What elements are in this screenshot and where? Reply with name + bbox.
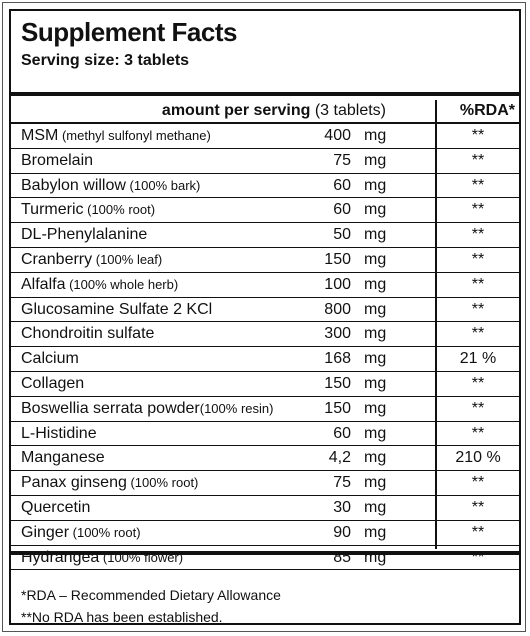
ingredient-main-name: Turmeric bbox=[21, 201, 84, 219]
table-row bbox=[11, 273, 519, 298]
ingredient-amount: 800 bbox=[324, 300, 351, 318]
ingredient-amount: 4,2 bbox=[328, 449, 351, 467]
ingredient-main-name: Babylon willow bbox=[21, 176, 126, 194]
amount-header-bold: amount per serving bbox=[161, 102, 311, 119]
footnotes bbox=[11, 548, 519, 625]
column-header-row bbox=[11, 100, 519, 124]
ingredient-qualifier: (100% leaf) bbox=[92, 251, 163, 267]
ingredient-rda: ** bbox=[471, 300, 485, 318]
no-rda-footnote: **No RDA has been established. bbox=[21, 609, 223, 625]
ingredient-unit: mg bbox=[364, 226, 387, 244]
ingredient-amount: 85 bbox=[333, 548, 351, 566]
ingredient-rda: ** bbox=[471, 399, 485, 417]
table-row bbox=[11, 223, 519, 248]
panel-title: Supplement Facts bbox=[21, 17, 237, 47]
ingredient-main-name: DL-Phenylalanine bbox=[21, 226, 148, 244]
ingredient-name bbox=[21, 499, 90, 517]
table-row bbox=[11, 496, 519, 521]
ingredient-main-name: Manganese bbox=[21, 449, 105, 467]
ingredient-name bbox=[21, 400, 273, 418]
ingredient-main-name: Quercetin bbox=[21, 498, 91, 516]
ingredient-rda: ** bbox=[471, 498, 485, 516]
ingredient-amount: 60 bbox=[333, 176, 351, 194]
label-frame bbox=[2, 2, 526, 632]
ingredient-rda: ** bbox=[471, 176, 485, 194]
amount-column-header bbox=[162, 102, 386, 120]
panel-header bbox=[11, 11, 519, 96]
ingredient-unit: mg bbox=[364, 523, 387, 541]
ingredient-unit: mg bbox=[364, 300, 387, 318]
supplement-facts-panel bbox=[9, 9, 521, 625]
ingredient-amount: 150 bbox=[324, 399, 351, 417]
ingredient-rda: ** bbox=[471, 250, 485, 268]
ingredient-main-name: L-Histidine bbox=[21, 424, 97, 442]
ingredient-name bbox=[21, 474, 198, 492]
ingredient-qualifier: (methyl sulfonyl methane) bbox=[58, 128, 211, 143]
ingredient-unit: mg bbox=[364, 325, 387, 343]
ingredient-name bbox=[21, 226, 147, 244]
ingredient-qualifier: (100% root) bbox=[83, 202, 156, 218]
ingredient-rda: ** bbox=[471, 548, 485, 566]
ingredient-amount: 100 bbox=[324, 275, 351, 293]
ingredient-name bbox=[21, 276, 178, 294]
ingredient-unit: mg bbox=[364, 350, 387, 368]
ingredient-rda: 21 % bbox=[459, 350, 497, 368]
ingredient-rda: ** bbox=[471, 275, 485, 293]
table-row bbox=[11, 347, 519, 372]
ingredient-main-name: Panax ginseng bbox=[21, 474, 127, 492]
table-row bbox=[11, 471, 519, 496]
ingredient-amount: 90 bbox=[333, 523, 351, 541]
table-row bbox=[11, 372, 519, 397]
ingredient-name bbox=[21, 177, 200, 195]
table-row bbox=[11, 446, 519, 471]
ingredient-main-name: Hydrangea bbox=[21, 548, 100, 566]
ingredient-unit: mg bbox=[364, 474, 387, 492]
ingredient-unit: mg bbox=[364, 127, 387, 144]
ingredient-unit: mg bbox=[364, 548, 387, 566]
ingredient-amount: 50 bbox=[333, 226, 351, 244]
ingredient-main-name: Bromelain bbox=[21, 151, 94, 169]
table-row bbox=[11, 248, 519, 273]
ingredient-amount: 75 bbox=[333, 474, 351, 492]
ingredient-name bbox=[21, 301, 212, 319]
ingredient-table bbox=[11, 124, 519, 570]
ingredient-rda: ** bbox=[471, 424, 485, 442]
ingredient-rda: ** bbox=[471, 151, 485, 169]
table-row bbox=[11, 521, 519, 546]
ingredient-qualifier: (100% bark) bbox=[125, 177, 201, 193]
ingredient-unit: mg bbox=[364, 275, 387, 293]
ingredient-main-name: Chondroitin sulfate bbox=[21, 325, 155, 343]
ingredient-rda: ** bbox=[471, 523, 485, 541]
ingredient-unit: mg bbox=[364, 250, 387, 268]
ingredient-main-name: Alfalfa bbox=[21, 275, 66, 293]
ingredient-name bbox=[21, 127, 211, 145]
ingredient-rda: ** bbox=[471, 374, 485, 392]
ingredient-rda: ** bbox=[471, 201, 485, 219]
ingredient-amount: 150 bbox=[324, 250, 351, 268]
table-row bbox=[11, 149, 519, 174]
ingredient-qualifier: (100% flower) bbox=[99, 549, 184, 565]
ingredient-unit: mg bbox=[364, 498, 387, 516]
ingredient-name bbox=[21, 201, 155, 219]
ingredient-main-name: Boswellia serrata powder bbox=[21, 399, 200, 417]
ingredient-unit: mg bbox=[364, 449, 387, 467]
ingredient-name bbox=[21, 425, 97, 443]
rda-column-header: %RDA* bbox=[459, 102, 515, 119]
serving-size: Serving size: 3 tablets bbox=[21, 52, 190, 69]
ingredient-amount: 168 bbox=[324, 350, 351, 368]
table-row bbox=[11, 174, 519, 199]
ingredient-name bbox=[21, 449, 105, 467]
ingredient-amount: 400 bbox=[324, 127, 351, 144]
ingredient-qualifier: (100% root) bbox=[69, 524, 141, 540]
ingredient-amount: 150 bbox=[324, 374, 351, 392]
ingredient-qualifier: (100% root) bbox=[126, 475, 199, 491]
ingredient-amount: 60 bbox=[333, 424, 351, 442]
table-row bbox=[11, 422, 519, 447]
ingredient-amount: 60 bbox=[333, 201, 351, 219]
ingredient-name bbox=[21, 350, 79, 368]
ingredient-qualifier: (100% whole herb) bbox=[65, 276, 179, 292]
ingredient-amount: 75 bbox=[333, 151, 351, 169]
table-row bbox=[11, 298, 519, 323]
ingredient-rda: ** bbox=[471, 127, 485, 144]
ingredient-rda: ** bbox=[471, 474, 485, 492]
ingredient-unit: mg bbox=[364, 176, 387, 194]
table-row bbox=[11, 198, 519, 223]
ingredient-main-name: Cranberry bbox=[21, 250, 93, 268]
ingredient-main-name: Collagen bbox=[21, 374, 85, 392]
table-row bbox=[11, 322, 519, 347]
table-row bbox=[11, 397, 519, 422]
ingredient-unit: mg bbox=[364, 151, 387, 169]
ingredient-unit: mg bbox=[364, 399, 387, 417]
ingredient-main-name: MSM bbox=[21, 127, 59, 144]
ingredient-qualifier: (100% resin) bbox=[199, 400, 274, 416]
ingredient-name bbox=[21, 524, 141, 542]
ingredient-main-name: Calcium bbox=[21, 350, 79, 368]
rda-footnote: *RDA – Recommended Dietary Allowance bbox=[21, 587, 281, 603]
ingredient-rda: ** bbox=[471, 325, 485, 343]
ingredient-unit: mg bbox=[364, 424, 387, 442]
ingredient-rda: ** bbox=[471, 226, 485, 244]
ingredient-name bbox=[21, 251, 162, 269]
ingredient-main-name: Glucosamine Sulfate 2 KCl bbox=[21, 300, 213, 318]
ingredient-amount: 300 bbox=[324, 325, 351, 343]
table-row bbox=[11, 124, 519, 149]
ingredient-main-name: Ginger bbox=[21, 523, 70, 541]
ingredient-rda: 210 % bbox=[455, 449, 501, 467]
ingredient-unit: mg bbox=[364, 374, 387, 392]
ingredient-name bbox=[21, 152, 93, 170]
ingredient-name bbox=[21, 325, 154, 343]
ingredient-unit: mg bbox=[364, 201, 387, 219]
amount-header-note: (3 tablets) bbox=[310, 102, 386, 119]
ingredient-amount: 30 bbox=[333, 498, 351, 516]
ingredient-name bbox=[21, 375, 84, 393]
